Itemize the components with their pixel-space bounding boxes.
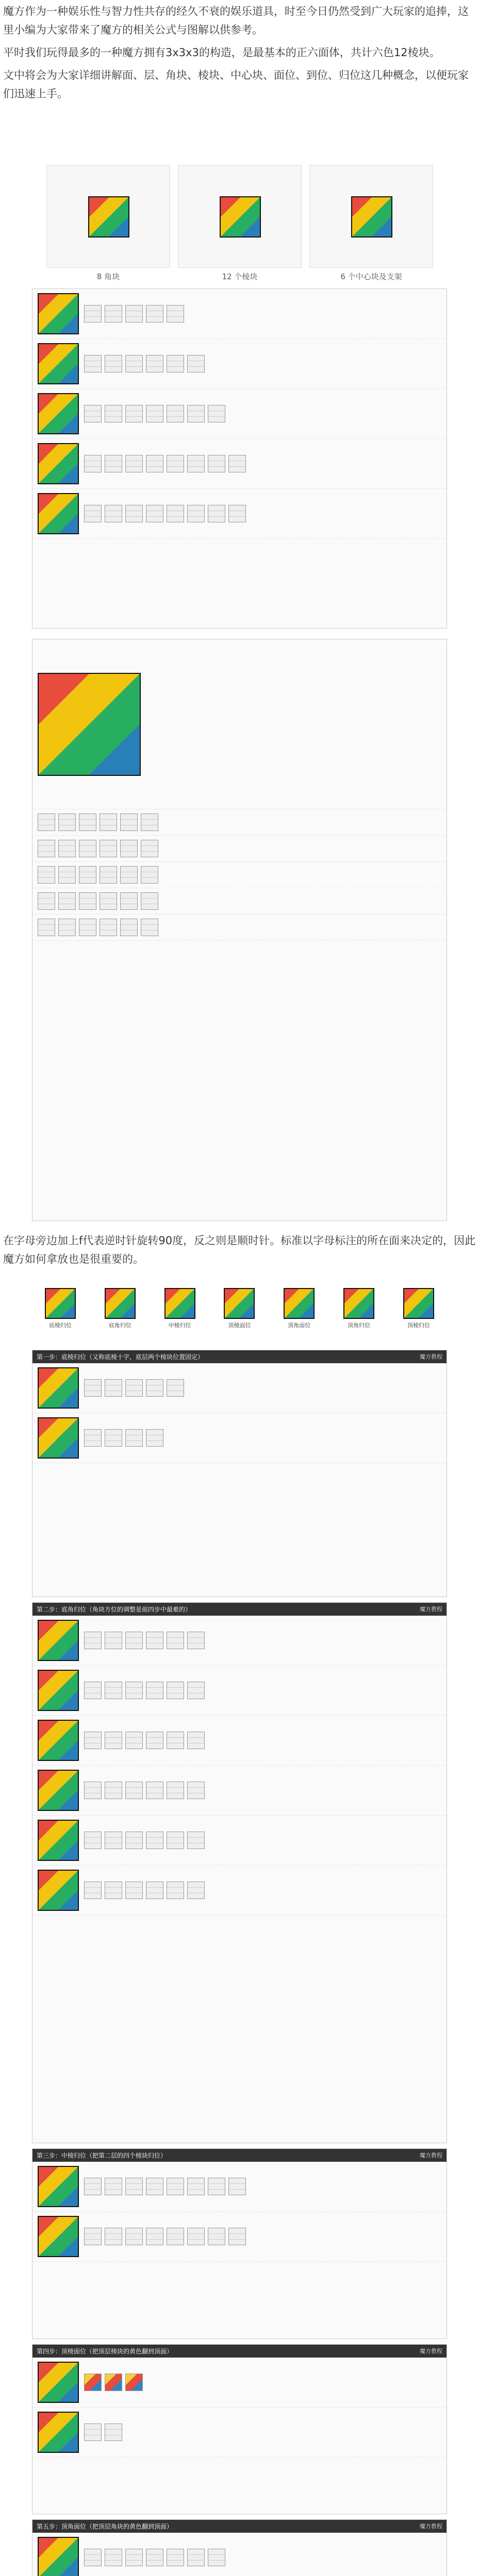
step-label: 底棱归位 [49,1322,72,1329]
step-label: 中棱归位 [168,1322,191,1329]
cube-parts-figure [46,165,433,282]
step-label: 顶角归位 [348,1322,371,1329]
section-source: 魔方教程 [420,1353,442,1360]
section-step1 [32,1350,447,1597]
fig-corners [46,165,170,282]
section-title: 第一步：底棱归位（又称底棱十字，底层两个棱块位置固定） [37,1353,204,1361]
panel-basics [32,289,447,629]
mid-text [0,1231,479,1268]
section-step5 [32,2519,447,2576]
fig-caption: 8 角块 [96,272,120,281]
section-step3 [32,2148,447,2339]
step-label: 顶角面位 [288,1322,311,1329]
section-title: 第五步：顶角面位（把顶层角块的黄色翻到顶面） [37,2523,173,2530]
notation-explanation: 在字母旁边加上f代表逆时针旋转90度，反之则是顺时针。标准以字母标注的所在面来决定的，因此魔方如何拿放也是很重要的。 [3,1234,476,1265]
fig-centers [309,165,433,282]
fig-caption: 12 个棱块 [222,272,258,281]
section-title: 第二步：底角归位（角块方位的调整是前四步中最难的） [37,1606,192,1613]
fig-edges [178,165,302,282]
intro-para-3: 文中将会为大家详细讲解面、层、角块、棱块、中心块、面位、到位、归位这几种概念，以便玩家们迅速上手。 [3,69,469,100]
seven-steps-row [32,1288,447,1329]
section-source: 魔方教程 [420,2152,442,2159]
step-label: 底角归位 [108,1322,131,1329]
section-source: 魔方教程 [420,2523,442,2530]
intro-para-1: 魔方作为一种娱乐性与智力性共存的经久不衰的娱乐道具，时至今日仍然受到广大玩家的追捧，这里小编为大家带来了魔方的相关公式与图解以供参考。 [3,5,469,36]
intro-para-2: 平时我们玩得最多的一种魔方拥有3x3x3的构造，是最基本的正六面体，共计六色12棱块。 [3,46,440,59]
intro [0,2,479,103]
step-label: 顶棱归位 [407,1322,430,1329]
fig-caption: 6 个中心块及支架 [340,272,402,281]
step-label: 顶棱面位 [228,1322,251,1329]
section-source: 魔方教程 [420,1606,442,1613]
section-step2 [32,1602,447,2143]
panel-notation [32,639,447,1221]
section-title: 第三步：中棱归位（把第二层的四个棱块归位） [37,2152,167,2159]
section-source: 魔方教程 [420,2348,442,2354]
section-step4 [32,2344,447,2514]
section-title: 第四步：顶棱面位（把顶层棱块的黄色翻到顶面） [37,2348,173,2355]
